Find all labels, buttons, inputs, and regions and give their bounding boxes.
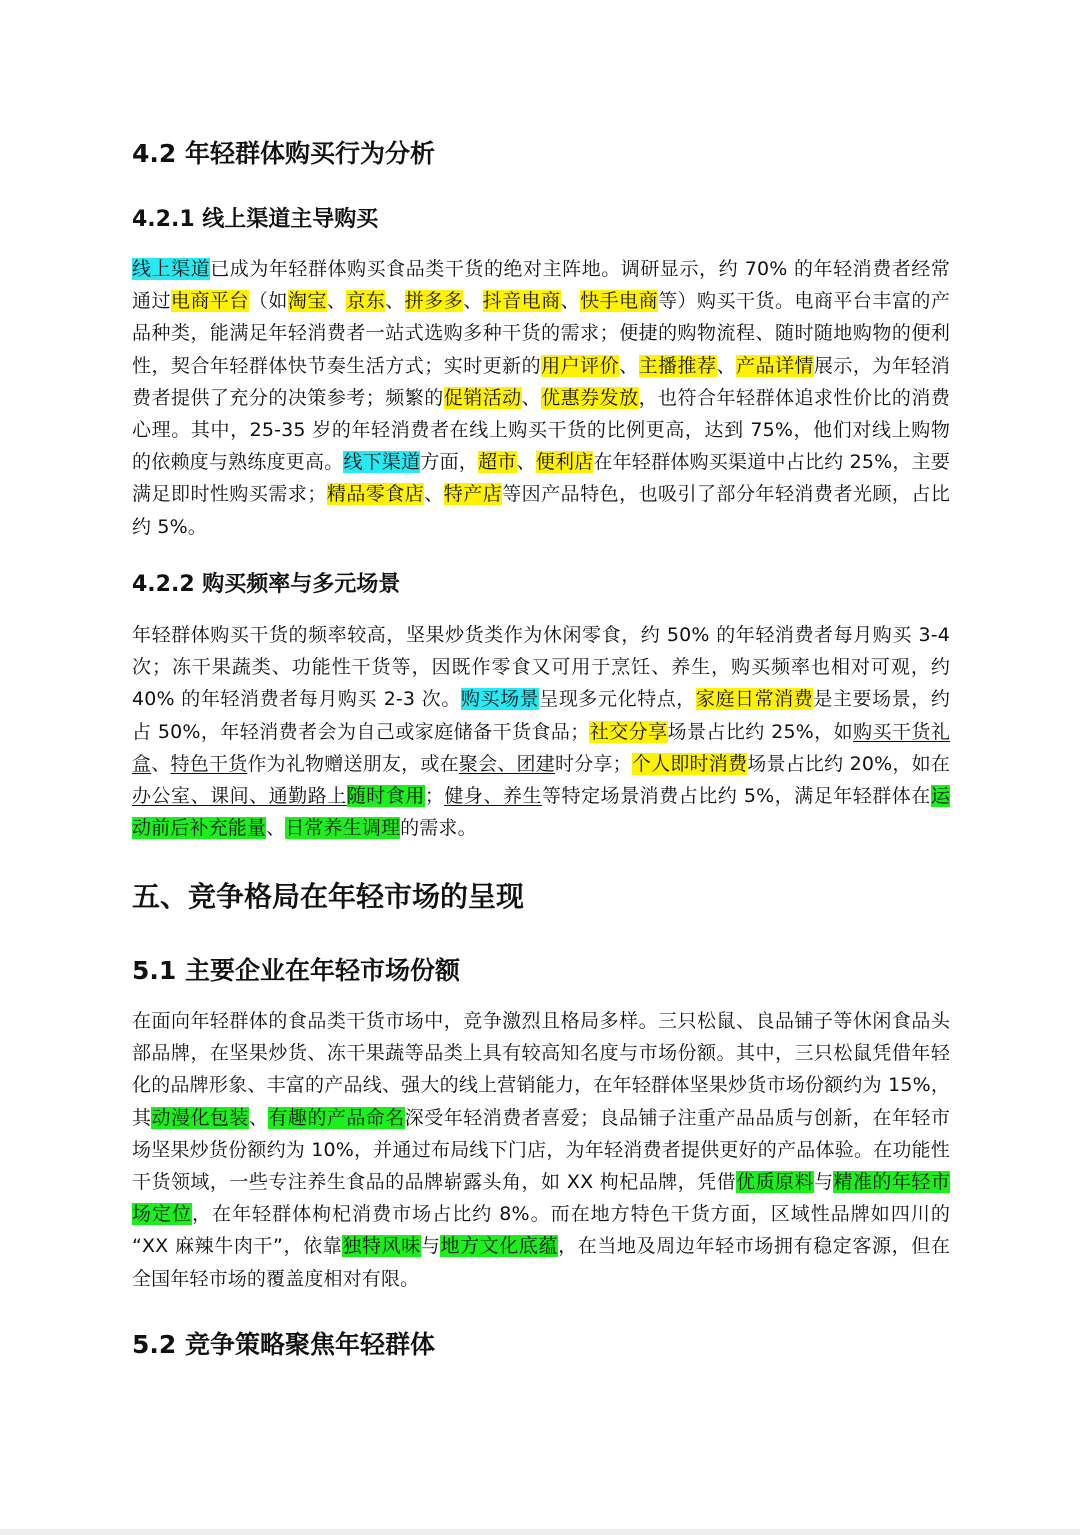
highlight-yellow: 产品详情 <box>735 354 814 377</box>
text-run: 、 <box>266 817 286 840</box>
highlight-green: 动漫化包装 <box>151 1106 249 1129</box>
text-run: 方面， <box>420 451 479 474</box>
text-run: 、 <box>463 290 483 313</box>
highlight-yellow: 精品零食店 <box>326 483 425 506</box>
text-run: （如 <box>248 290 288 313</box>
highlight-yellow: 超市 <box>478 451 517 474</box>
highlight-yellow: 家庭日常消费 <box>695 688 814 711</box>
text-run: 呈现多元化特点， <box>539 688 696 711</box>
text-run: 深受年轻消费者喜爱；良品铺子注重产品品质与创新，在年轻市场坚果炒货份额约为 10%，并通过布局线下门店，为年轻消费者提供更好的产品体验。在功能性干货领域，一些专注养生食品的品牌崭露头角，如 XX 枸杞品牌，凭借 <box>132 1106 950 1194</box>
text-run: 与 <box>420 1235 441 1258</box>
text-run: 时分享； <box>554 752 632 775</box>
text-run: 、 <box>516 451 536 474</box>
text-run: 场景占比约 25%，如 <box>667 720 854 743</box>
text-run: 是主要场景，约占 50%，年轻消费者会为自己或家庭储备干货食品； <box>132 688 950 743</box>
highlight-yellow: 淘宝 <box>287 290 327 313</box>
underlined-text: 健身、养生 <box>444 785 543 808</box>
highlight-cyan: 购买场景 <box>460 688 540 711</box>
subsection-heading-4-2-1: 4.2.1 线上渠道主导购买 <box>132 207 379 232</box>
highlight-yellow: 电商平台 <box>170 290 249 313</box>
section-heading-5-1: 5.1 主要企业在年轻市场份额 <box>132 956 460 985</box>
highlight-yellow: 抖音电商 <box>482 290 561 313</box>
chapter-heading-5: 五、竞争格局在年轻市场的呈现 <box>132 880 525 913</box>
text-run: 、 <box>151 752 171 775</box>
text-run: 与 <box>814 1171 834 1194</box>
text-run: 在年轻群体购买渠道中占比约 25%，主要满足即时性购买需求； <box>132 451 951 506</box>
text-run: 、 <box>385 290 405 313</box>
text-run: ； <box>424 785 445 808</box>
text-run: 等）购买干货。电商平台丰富的产品种类，能满足年轻消费者一站式选购多种干货的需求；便捷的购物流程、随时随地购物的便利性，契合年轻群体快节奏生活方式；实时更新的 <box>132 290 950 377</box>
highlight-cyan: 线上渠道 <box>132 258 211 280</box>
text-run: 在面向年轻群体的食品类干货市场中，竞争激烈且格局多样。三只松鼠、良品铺子等休闲食品头部品牌，在坚果炒货、冻干果蔬等品类上具有较高知名度与市场份额。其中，三只松鼠凭借年轻化的品牌形象、丰富的产品线、强大的线上营销能力，在年轻群体坚果炒货市场份额约为 15%，其 <box>132 1010 950 1129</box>
highlight-yellow: 便利店 <box>535 451 594 474</box>
subsection-heading-4-2-2: 4.2.2 购买频率与多元场景 <box>132 572 401 597</box>
underlined-text: 办公室、课间、通勤路上 <box>132 785 347 808</box>
text-run: 等因产品特色，也吸引了部分年轻消费者光顾，占比约 5%。 <box>132 483 950 538</box>
text-run: 、 <box>560 290 581 313</box>
highlight-yellow: 用户评价 <box>541 354 620 377</box>
paragraph-5-1 <box>132 1005 950 1295</box>
highlight-yellow: 优惠券发放 <box>541 386 639 409</box>
paragraph-4-2-1 <box>132 253 950 543</box>
highlight-yellow: 京东 <box>346 290 386 313</box>
highlight-yellow: 社交分享 <box>589 720 668 743</box>
text-run: 年轻群体购买干货的频率较高，坚果炒货类作为休闲零食，约 50% 的年轻消费者每月购买 3-4 次；冻干果蔬类、功能性干货等，因既作零食又可用于烹饪、养生，购买频率也相对可观，约 40% 的年轻消费者每月购买 2-3 次。 <box>132 624 950 711</box>
highlight-yellow: 个人即时消费 <box>631 752 748 775</box>
text-run: 场景占比约 20%，如在 <box>747 752 950 775</box>
text-run: 的需求。 <box>400 817 477 840</box>
underlined-text: 购买干货礼盒 <box>132 720 950 775</box>
underlined-text: 特色干货 <box>170 752 248 775</box>
underlined-text: 聚会、团建 <box>458 752 555 775</box>
text-run: 展示，为年轻消费者提供了充分的决策参考；频繁的 <box>132 354 950 409</box>
paragraph-4-2-2 <box>132 619 950 844</box>
highlight-yellow: 主播推荐 <box>638 354 717 377</box>
section-heading-4-2: 4.2 年轻群体购买行为分析 <box>132 139 435 168</box>
highlight-yellow: 特产店 <box>443 483 503 506</box>
text-run: 已成为年轻群体购买食品类干货的绝对主阵地。调研显示，约 70% 的年轻消费者经常通过 <box>132 258 951 313</box>
highlight-green: 运动前后补充能量 <box>132 785 950 840</box>
highlight-yellow: 拼多多 <box>404 290 464 313</box>
highlight-yellow: 促销活动 <box>443 386 522 409</box>
text-run: 、 <box>424 483 444 506</box>
text-run: 等特定场景消费占比约 5%，满足年轻群体在 <box>542 785 931 808</box>
text-run: ，在年轻群体枸杞消费市场占比约 8%。而在地方特色干货方面，区域性品牌如四川的 “XX 麻辣牛肉干”，依靠 <box>132 1203 950 1258</box>
text-run: 作为礼物赠送朋友，或在 <box>247 752 459 775</box>
text-run: 、 <box>521 386 542 409</box>
section-heading-5-2: 5.2 竞争策略聚焦年轻群体 <box>132 1330 435 1359</box>
highlight-green: 日常养生调理 <box>285 817 401 840</box>
text-run: 、 <box>716 354 736 377</box>
text-run: ，在当地及周边年轻市场拥有稳定客源，但在全国年轻市场的覆盖度相对有限。 <box>132 1235 950 1290</box>
text-run: 、 <box>619 354 639 377</box>
highlight-green: 独特风味 <box>342 1235 421 1258</box>
highlight-yellow: 快手电商 <box>580 290 659 313</box>
text-run: 、 <box>248 1106 269 1129</box>
highlight-cyan: 线下渠道 <box>343 451 421 474</box>
page-bottom-edge <box>0 1529 1080 1535</box>
text-run: ，也符合年轻群体追求性价比的消费心理。其中，25-35 岁的年轻消费者在线上购买干货的比例更高，达到 75%，他们对线上购物的依赖度与熟练度更高。 <box>132 386 950 474</box>
highlight-green: 精准的年轻市场定位 <box>132 1171 951 1226</box>
text-run: 、 <box>326 290 347 313</box>
highlight-green: 有趣的产品命名 <box>268 1106 405 1129</box>
highlight-green: 优质原料 <box>736 1171 814 1194</box>
highlight-green: 地方文化底蕴 <box>440 1235 559 1258</box>
highlight-green: 随时食用 <box>346 785 425 808</box>
